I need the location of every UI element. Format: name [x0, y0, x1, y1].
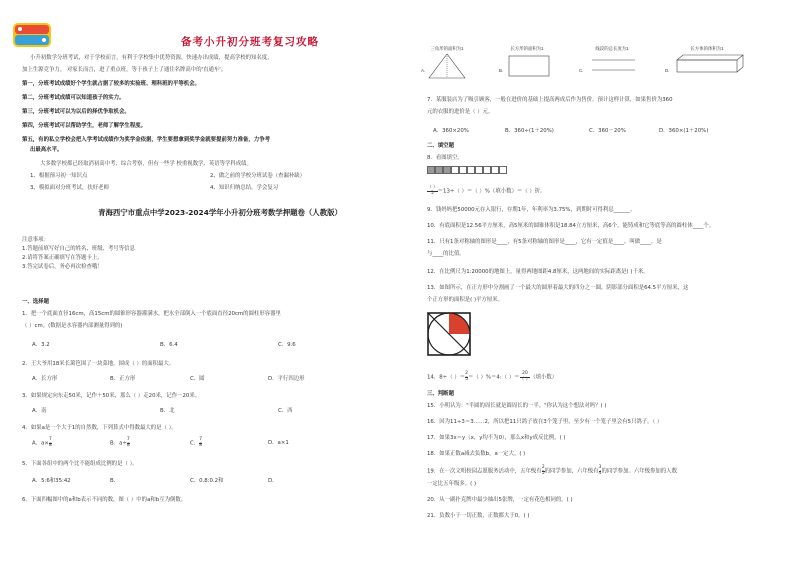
exam-title: 青海西宁市重点中学2023-2024学年小升初分班考数学押题卷（人教版） [98, 208, 342, 217]
question-text: 8．看图填空。 [427, 155, 463, 161]
question-text: 7．某服装店为了吸引顾客，一般在进价的基础上提高两成后作为售价。预计这样计算，如果售价为360 [427, 97, 673, 103]
option: C．9.6 [278, 342, 296, 348]
notice-item: 1.答题前填写好自己的姓名、班级、考号等信息 [22, 246, 135, 252]
option: D．a×1 [268, 440, 289, 446]
question-text: 一定比五年级多。( ) [427, 481, 477, 487]
question-text: 1．把一个底面直径16cm，高15cm的圆锥形容器灌满水，把水全部倒入一个底面直径20cm的圆柱形容器里 [22, 311, 281, 317]
question-text: 元的衣服的进价是（ ）元。 [427, 109, 494, 115]
svg-text:D.: D. [665, 68, 670, 73]
question-text: 17．如果3x＝y（x，y均不为0），那么x和y成反比例。( ) [427, 435, 566, 441]
option: A．a× $\frac{7}{8}$ [32, 437, 52, 448]
option: B．a÷ $\frac{7}{8}$ [110, 437, 130, 448]
notice-heading: 注意事项： [22, 237, 49, 243]
question-text: 5．下面各组中的两个比不能组成比例的是（ ）。 [22, 461, 138, 467]
section-heading: 一、选择题 [22, 299, 49, 305]
page-title: 备考小升初分班考复习攻略 [181, 36, 319, 48]
brand-logo [12, 20, 52, 50]
grid-cell [451, 166, 459, 174]
grid-cell [499, 166, 507, 174]
option: A．5:6和35:42 [32, 478, 71, 484]
question-text: （ ）cm。(数据是水容器内部测量得到的) [22, 323, 123, 329]
grid-cell-shaded [443, 166, 451, 174]
section-heading: 三、判断题 [427, 391, 454, 397]
q13-figure [427, 312, 471, 356]
grid-cell-shaded [427, 166, 435, 174]
question-text: 12．在比例尺为1:20000的地图上，量得两地图距4.8厘米，这两地间的实际距离是( )千米。 [427, 269, 649, 275]
grid-cell [459, 166, 467, 174]
option: D．平行四边形 [268, 376, 305, 382]
point-item: 出最高水平。 [30, 147, 63, 153]
question-text: 20．从一副扑克牌中最少抽出5张牌，一定有花色相同的。( ) [427, 497, 573, 503]
fig-label: 长方体的体积为1 [690, 46, 724, 51]
question-text: 14．8÷（ ）＝ $\frac{2}{5}$ ＝（ ）%＝4:（ ）＝ $\frac{20}{( )}$ （填小数） [427, 371, 558, 382]
option: B．6.4 [160, 342, 178, 348]
tip-item: 1、根据预习初一知识点 [30, 173, 88, 179]
point-item: 第四，分班考试可以帮助学生，老师了解学生程度。 [22, 123, 146, 129]
fig-label: 线段的总长度为1 [595, 46, 629, 51]
option: C． $\frac{7}{8}$ [190, 437, 203, 448]
intro-line: 加上生源竞争力。 对家长而言，进了重点班，等于孩子上了通往名牌高中的'直通车'。 [22, 67, 227, 73]
point-item: 第二，分班考试成绩可以知道孩子的实力。 [22, 95, 125, 101]
section-heading: 二、填空题 [427, 143, 454, 149]
notice-item: 2.请将答案正确填写在答题卡上。 [22, 255, 103, 261]
tip-item: 2、做之前的学校分班试卷（查漏补缺） [210, 173, 306, 179]
question-text: 个正方形的面积是( )平方厘米。 [427, 297, 503, 303]
option: B．正方形 [110, 376, 136, 382]
question-text: 2．王大爷用18米长篱笆围了一块菜地，围成（ ）的面积最大。 [22, 361, 175, 367]
option: C．360－20% [589, 128, 626, 134]
option: C．0.8:0.2和 [190, 478, 224, 484]
question-text: 13．如图所示，在正方形中分割画了一个最大的圆形着最大的四分之一圆，阴影部分面积是64.5平方厘米，这 [427, 285, 689, 291]
question-text: 6．下面四幅图中的a和b表示不同的数，图（ ）中的a和b互为倒数。 [22, 497, 187, 503]
option: D．360×(1＋20%) [659, 128, 709, 134]
q8-grid [427, 166, 507, 176]
question-text: 与____的比值。 [427, 251, 465, 257]
fig-label: 长方形的面积为1 [510, 46, 544, 51]
q6-figure-drawings [407, 44, 787, 94]
question-text: 3．如果规定向东走50米，记作＋50米，那么（ ）走20米，记作－20米。 [22, 393, 201, 399]
option: C．西 [278, 408, 293, 414]
question-text: 11．只有1条对称轴的图形是____，有5条对称轴的图形是____，它有一定值是____，叫做____，是 [427, 239, 662, 245]
grid-cell-shaded [435, 166, 443, 174]
question-text: 21．负数小于一切正数，正数都大于0。( ) [427, 513, 530, 519]
point-item: 第一，分班考试成绩好个学生就占据了较多的实验班、理科班的平等机会。 [22, 81, 200, 87]
question-text: 19．在一次文明校园志愿服务活动中，五年级有 $\frac{2}{5}$ 的同学参加，六年级有 $\frac{3}{4}$ 的同学参加。六年级参加的人数 [427, 465, 677, 476]
question-text: 18．如果正数a减去负数b，a一定大。( ) [427, 451, 526, 457]
q6-figures [407, 44, 787, 94]
tip-item: 3、模拟面对分班考试，扶好老师 [30, 185, 109, 191]
option: A．南 [32, 408, 47, 414]
option: A．360×20% [433, 128, 469, 134]
grid-cell [483, 166, 491, 174]
grid-cell [475, 166, 483, 174]
question-text: 15．小明认为："半圆的周长就是圆周长的一半。"你认为这个想法对吗？( ) [427, 403, 607, 409]
fig-label: 三角形的面积为1 [430, 46, 464, 51]
intro-line: 小升初数学分班考试，对于学校而言，有利于学校集中优势资源，快速办出成绩，提高学校的知名度， [30, 55, 273, 61]
question-text: 16．因为11÷3＝3……2，所以把11只鸽子放在3个笼子里，至少有一个笼子里会有5只鸽子。（ ） [427, 419, 663, 425]
advice-text: 大多数学校都已经取消初高中考，综合考察，但有一些学 校重视数学、英语等学科成绩。 [40, 161, 252, 167]
question-text: 10．有底面积是12.56平方厘米，高5厘米的圆锥体积是18.84立方厘米，高6个，能铸成和它等底等高的圆柱体____个。 [427, 223, 715, 229]
option: C．圆 [190, 376, 205, 382]
notice-item: 3.答完试卷后，务必再次检查哦！ [22, 264, 103, 270]
grid-cell [467, 166, 475, 174]
question-text: 9．钱妈妈把50000元存入银行，存期1年，年利率为3.75%，到期时可得利息______。 [427, 207, 636, 213]
svg-text:C.: C. [579, 68, 584, 73]
question-text: 4．如果a是一个大于1的自然数，下列算式中得数最大的是（ ）。 [22, 425, 177, 431]
svg-text:B.: B. [499, 68, 504, 73]
point-item: 第五，有的私立学校会把入学考试成绩作为奖学金依据，学生要想拿到奖学金就要提前努力准备，力争考 [22, 137, 270, 143]
grid-cell [491, 166, 499, 174]
svg-text:A.: A. [421, 68, 426, 73]
option: D． [268, 478, 278, 484]
option: B． [110, 478, 120, 484]
option: A．3.2 [32, 342, 50, 348]
question-text: $\frac{( )}{5}$ ＝13÷（ ）＝（ ）%（填小数）＝（ ）折。 [427, 185, 546, 196]
option: B．360÷(1＋20%) [505, 128, 554, 134]
option: A．长方形 [32, 376, 58, 382]
option: B．北 [160, 408, 175, 414]
right-column [397, 0, 794, 562]
point-item: 第三，分班考试可以为以后的择优争取机会。 [22, 109, 130, 115]
tip-item: 4、知识归纳总结，学会复习 [210, 185, 279, 191]
